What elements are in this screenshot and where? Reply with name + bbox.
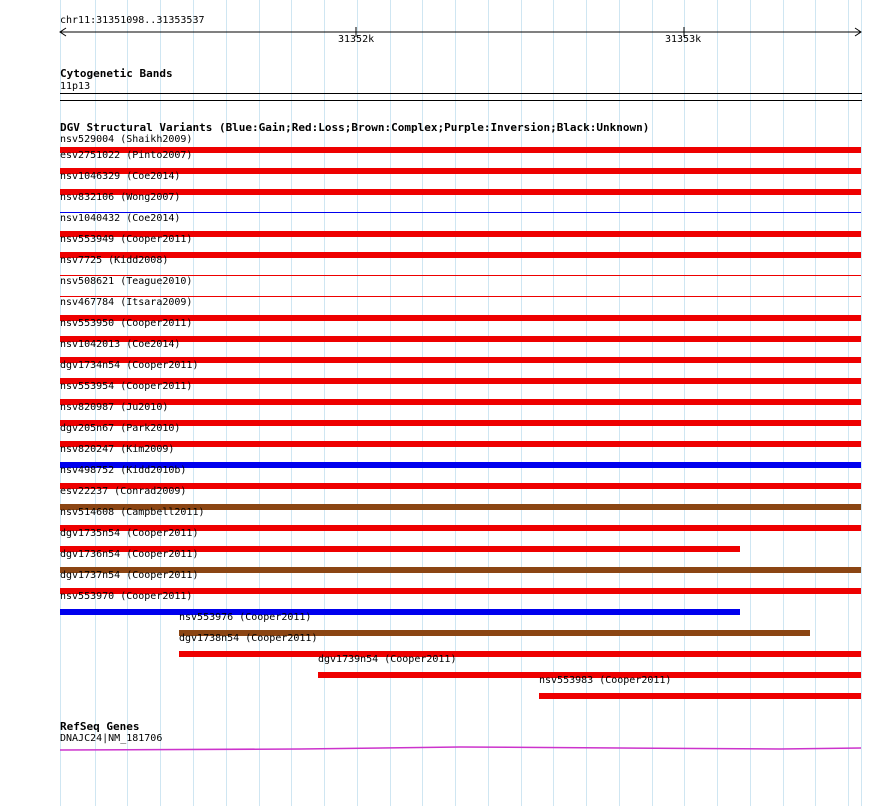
dgv-variant-label[interactable]: nsv553983 (Cooper2011) bbox=[539, 675, 672, 686]
dgv-variant-label[interactable]: nsv508621 (Teague2010) bbox=[60, 276, 193, 287]
dgv-variant-label[interactable]: dgv1738n54 (Cooper2011) bbox=[179, 633, 318, 644]
dgv-variant-label[interactable]: nsv529004 (Shaikh2009) bbox=[60, 134, 193, 145]
ruler-tick-label-31352k: 31352k bbox=[338, 34, 375, 45]
dgv-variant-label[interactable]: dgv1739n54 (Cooper2011) bbox=[318, 654, 457, 665]
dgv-variant-label[interactable]: nsv1046329 (Coe2014) bbox=[60, 171, 181, 182]
dgv-variant-label[interactable]: nsv553949 (Cooper2011) bbox=[60, 234, 193, 245]
dgv-variant-bar[interactable] bbox=[539, 693, 861, 699]
grid-line bbox=[861, 0, 862, 806]
dgv-variant-label[interactable]: nsv820987 (Ju2010) bbox=[60, 402, 169, 413]
dgv-variant-label[interactable]: nsv7725 (Kidd2008) bbox=[60, 255, 169, 266]
dgv-variant-label[interactable]: nsv553950 (Cooper2011) bbox=[60, 318, 193, 329]
dgv-variant-label[interactable]: esv2751022 (Pinto2007) bbox=[60, 150, 193, 161]
ruler-axis bbox=[0, 24, 890, 44]
cytoband-line-top bbox=[60, 93, 862, 94]
dgv-variant-bar[interactable] bbox=[60, 399, 861, 405]
dgv-variant-label[interactable]: dgv1736n54 (Cooper2011) bbox=[60, 549, 199, 560]
dgv-variant-label[interactable]: nsv498752 (Kidd2010b) bbox=[60, 465, 187, 476]
dgv-variant-label[interactable]: nsv514608 (Campbell2011) bbox=[60, 507, 205, 518]
cytoband-line-bottom bbox=[60, 100, 862, 101]
dgv-variant-label[interactable]: dgv1737n54 (Cooper2011) bbox=[60, 570, 199, 581]
dgv-variant-label[interactable]: nsv820247 (Kim2009) bbox=[60, 444, 175, 455]
region-label: chr11:31351098..31353537 bbox=[60, 15, 205, 26]
dgv-variant-label[interactable]: dgv205n67 (Park2010) bbox=[60, 423, 181, 434]
dgv-variant-bar[interactable] bbox=[60, 609, 740, 615]
dgv-variant-label[interactable]: dgv1734n54 (Cooper2011) bbox=[60, 360, 199, 371]
dgv-variant-label[interactable]: dgv1735n54 (Cooper2011) bbox=[60, 528, 199, 539]
dgv-variant-bar[interactable] bbox=[60, 441, 861, 447]
dgv-variant-label[interactable]: nsv553954 (Cooper2011) bbox=[60, 381, 193, 392]
dgv-variant-label[interactable]: nsv1042013 (Coe2014) bbox=[60, 339, 181, 350]
dgv-variant-label[interactable]: nsv553970 (Cooper2011) bbox=[60, 591, 193, 602]
dgv-variant-bar[interactable] bbox=[60, 252, 861, 258]
cytoband-track-title[interactable]: Cytogenetic Bands bbox=[60, 67, 173, 80]
refseq-gene-line bbox=[60, 747, 861, 750]
dgv-track-title[interactable]: DGV Structural Variants (Blue:Gain;Red:Loss;Brown:Complex;Purple:Inversion;Black:Unknown) bbox=[60, 121, 650, 134]
dgv-variant-label[interactable]: nsv1040432 (Coe2014) bbox=[60, 213, 181, 224]
dgv-variant-label[interactable]: nsv832106 (Wong2007) bbox=[60, 192, 181, 203]
refseq-gene-label[interactable]: DNAJC24|NM_181706 bbox=[60, 733, 163, 744]
refseq-gene-model[interactable] bbox=[0, 742, 890, 754]
ruler-tick-label-31353k: 31353k bbox=[665, 34, 702, 45]
refseq-track-title[interactable]: RefSeq Genes bbox=[60, 720, 140, 733]
dgv-variant-label[interactable]: nsv553976 (Cooper2011) bbox=[179, 612, 312, 623]
cytoband-label: 11p13 bbox=[60, 81, 91, 92]
dgv-variant-label[interactable]: nsv467784 (Itsara2009) bbox=[60, 297, 193, 308]
dgv-variant-label[interactable]: esv22237 (Conrad2009) bbox=[60, 486, 187, 497]
dgv-variant-bar[interactable] bbox=[179, 651, 861, 657]
